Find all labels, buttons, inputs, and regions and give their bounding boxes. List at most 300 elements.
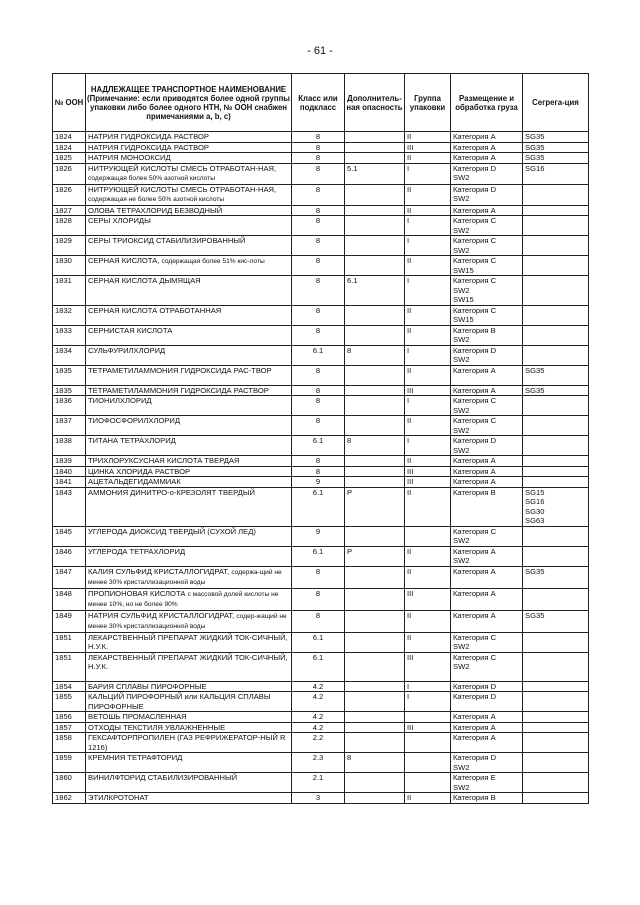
cell-shipping-name [86,236,292,256]
cell-un-number: 1858 [53,733,86,753]
cell-shipping-name [86,566,292,588]
table-row [53,487,589,526]
cell-shipping-name [86,416,292,436]
cell-packing-group: III [405,588,451,610]
cell-un-number: 1846 [53,546,86,566]
cell-shipping-name [86,276,292,306]
cell-packing-group [405,733,451,753]
cell-stowage: Категория A [451,456,523,467]
cell-un-number: 1835 [53,365,86,385]
cell-segregation: SG35 [523,566,589,588]
cell-class: 4.2 [292,692,345,712]
shipping-name-text: ЦИНКА ХЛОРИДА РАСТВОР [88,466,191,476]
cell-segregation [523,652,589,681]
shipping-name-qualifier: с массовой долей кислоты не менее 10%, но не более 90% [88,590,279,608]
cell-segregation [523,712,589,723]
cell-un-number: 1856 [53,712,86,723]
cell-stowage: Категория A [451,205,523,216]
cell-packing-group: III [405,722,451,733]
cell-stowage: Категория D SW2 [451,753,523,773]
cell-segregation [523,436,589,456]
cell-stowage: Категория A [451,132,523,143]
cell-stowage: Категория D SW2 [451,184,523,205]
cell-shipping-name [86,546,292,566]
cell-un-number: 1845 [53,526,86,546]
cell-shipping-name [86,692,292,712]
cell-segregation: SG35 [523,132,589,143]
table-row [53,546,589,566]
cell-stowage: Категория D SW2 [451,436,523,456]
shipping-name-text: ЛЕКАРСТВЕННЫЙ ПРЕПАРАТ ЖИДКИЙ ТОК-СИЧНЫЙ, Н.У.К. [88,632,288,651]
cell-segregation [523,396,589,416]
cell-stowage: Категория A [451,610,523,632]
cell-packing-group: III [405,142,451,153]
cell-subsidiary-risk [345,632,405,652]
cell-class: 8 [292,184,345,205]
table-row [53,236,589,256]
table-row [53,396,589,416]
cell-stowage: Категория C SW15 [451,256,523,276]
cell-stowage: Категория D SW2 [451,163,523,184]
cell-subsidiary-risk: 6.1 [345,276,405,306]
table-row [53,632,589,652]
cell-shipping-name [86,652,292,681]
table-row [53,205,589,216]
cell-packing-group: III [405,466,451,477]
cell-class: 6.1 [292,652,345,681]
cell-stowage: Категория A [451,712,523,723]
table-row [53,325,589,345]
cell-class: 8 [292,416,345,436]
shipping-name-text: БАРИЯ СПЛАВЫ ПИРОФОРНЫЕ [88,681,207,691]
cell-class: 8 [292,588,345,610]
cell-stowage: Категория C SW2 [451,526,523,546]
cell-packing-group: I [405,681,451,692]
table-row [53,456,589,467]
cell-subsidiary-risk [345,793,405,804]
shipping-name-qualifier: содержащая не более 50% азотной кислоты [88,196,225,203]
cell-stowage: Категория A [451,385,523,396]
shipping-name-text: УГЛЕРОДА ДИОКСИД ТВЕРДЫЙ (СУХОЙ ЛЕД) [88,526,256,536]
cell-packing-group: I [405,396,451,416]
cell-segregation [523,216,589,236]
cell-segregation [523,793,589,804]
cell-packing-group: III [405,385,451,396]
cell-shipping-name [86,396,292,416]
header-un-number: № ООН [53,74,86,132]
cell-stowage: Категория A [451,466,523,477]
cell-subsidiary-risk [345,773,405,793]
cell-un-number: 1862 [53,793,86,804]
cell-un-number: 1825 [53,153,86,164]
table-row [53,610,589,632]
cell-segregation: SG15 SG16 SG30 SG63 [523,487,589,526]
cell-shipping-name [86,305,292,325]
shipping-name-text: АЦЕТАЛЬДЕГИДАММИАК [88,477,181,486]
table-row [53,163,589,184]
cell-packing-group [405,753,451,773]
cell-segregation: SG35 [523,153,589,164]
table-row [53,276,589,306]
cell-packing-group: II [405,305,451,325]
shipping-name-text: ТЕТРАМЕТИЛАММОНИЯ ГИДРОКСИДА РАС-ТВОР [88,365,272,375]
cell-subsidiary-risk [345,712,405,723]
cell-class: 8 [292,456,345,467]
shipping-name-text: КРЕМНИЯ ТЕТРАФТОРИД [88,753,183,762]
cell-subsidiary-risk [345,477,405,488]
cell-shipping-name [86,610,292,632]
cell-subsidiary-risk: P [345,546,405,566]
cell-subsidiary-risk [345,236,405,256]
header-class: Класс или подкласс [292,74,345,132]
cell-subsidiary-risk [345,722,405,733]
cell-class: 2.3 [292,753,345,773]
cell-stowage: Категория C SW2 SW15 [451,276,523,306]
header-packing-group: Группа упаковки [405,74,451,132]
cell-un-number: 1843 [53,487,86,526]
cell-stowage: Категория A [451,588,523,610]
cell-segregation [523,526,589,546]
cell-un-number: 1840 [53,466,86,477]
cell-subsidiary-risk: P [345,487,405,526]
cell-subsidiary-risk [345,132,405,143]
cell-segregation [523,345,589,365]
cell-class: 6.1 [292,546,345,566]
cell-segregation [523,733,589,753]
cell-subsidiary-risk: 8 [345,753,405,773]
header-shipping-name-title: НАДЛЕЖАЩЕЕ ТРАНСПОРТНОЕ НАИМЕНОВАНИЕ [90,84,287,94]
cell-un-number: 1854 [53,681,86,692]
shipping-name-text: ОЛОВА ТЕТРАХЛОРИД БЕЗВОДНЫЙ [88,205,223,215]
table-header-row [53,74,589,132]
cell-stowage: Категория C SW2 [451,632,523,652]
cell-packing-group [405,526,451,546]
shipping-name-text: ТРИХЛОРУКСУСНАЯ КИСЛОТА ТВЕРДАЯ [88,456,240,465]
cell-packing-group: I [405,163,451,184]
cell-shipping-name [86,712,292,723]
cell-subsidiary-risk [345,416,405,436]
header-segregation: Сегрега-ция [523,74,589,132]
cell-segregation [523,681,589,692]
cell-subsidiary-risk [345,566,405,588]
cell-stowage: Категория C SW2 [451,396,523,416]
cell-segregation [523,256,589,276]
cell-packing-group: II [405,416,451,436]
cell-segregation [523,236,589,256]
cell-shipping-name [86,456,292,467]
shipping-name-qualifier: содержащая более 50% азотной кислоты [88,175,215,182]
cell-shipping-name [86,487,292,526]
cell-shipping-name [86,588,292,610]
cell-segregation [523,632,589,652]
cell-shipping-name [86,142,292,153]
cell-class: 6.1 [292,436,345,456]
cell-un-number: 1829 [53,236,86,256]
header-stowage: Размещение и обработка груза [451,74,523,132]
cell-shipping-name [86,153,292,164]
cell-un-number: 1830 [53,256,86,276]
cell-class: 3 [292,793,345,804]
shipping-name-text: ПРОПИОНОВАЯ КИСЛОТА [88,588,186,598]
cell-un-number: 1860 [53,773,86,793]
cell-class: 8 [292,236,345,256]
cell-segregation [523,773,589,793]
cell-shipping-name [86,753,292,773]
cell-un-number: 1836 [53,396,86,416]
cell-packing-group: II [405,566,451,588]
shipping-name-text: ВЕТОШЬ ПРОМАСЛЕННАЯ [88,712,187,721]
shipping-name-text: СЕРЫ ХЛОРИДЫ [88,216,151,225]
shipping-name-text: СУЛЬФУРИЛХЛОРИД [88,345,166,355]
table-row [53,132,589,143]
cell-class: 8 [292,163,345,184]
cell-class: 8 [292,566,345,588]
cell-class: 2.2 [292,733,345,753]
cell-class: 6.1 [292,632,345,652]
cell-un-number: 1837 [53,416,86,436]
cell-stowage: Категория C SW2 [451,416,523,436]
cell-shipping-name [86,345,292,365]
cell-packing-group: II [405,325,451,345]
cell-class: 9 [292,477,345,488]
cell-packing-group: II [405,456,451,467]
table-row [53,588,589,610]
shipping-name-text: УГЛЕРОДА ТЕТРАХЛОРИД [88,546,186,556]
cell-un-number: 1841 [53,477,86,488]
shipping-name-text: СЕРНИСТАЯ КИСЛОТА [88,325,173,335]
shipping-name-text: ЭТИЛКРОТОНАТ [88,793,149,802]
cell-un-number: 1828 [53,216,86,236]
shipping-name-qualifier: содержа-щий не менее 30% кристаллизационной воды [88,568,282,586]
cell-class: 8 [292,216,345,236]
cell-shipping-name [86,773,292,793]
cell-segregation: SG35 [523,365,589,385]
cell-segregation [523,477,589,488]
page-number: - 61 - [307,45,333,57]
cell-segregation [523,546,589,566]
cell-class: 8 [292,610,345,632]
shipping-name-text: СЕРНАЯ КИСЛОТА ОТРАБОТАННАЯ [88,305,222,315]
cell-un-number: 1835 [53,385,86,396]
cell-segregation [523,416,589,436]
shipping-name-qualifier: содер-жащий не менее 30% кристаллизационной воды [88,612,287,630]
cell-class: 2.1 [292,773,345,793]
cell-segregation: SG16 [523,163,589,184]
shipping-name-text: СЕРНАЯ КИСЛОТА ДЫМЯЩАЯ [88,276,201,285]
cell-subsidiary-risk [345,184,405,205]
cell-subsidiary-risk [345,385,405,396]
shipping-name-text: НАТРИЯ СУЛЬФИД КРИСТАЛЛОГИДРАТ, [88,610,235,620]
table-row [53,142,589,153]
cell-un-number: 1831 [53,276,86,306]
cell-un-number: 1839 [53,456,86,467]
cell-subsidiary-risk [345,610,405,632]
shipping-name-qualifier: содержащая более 51% кис-лоты [161,258,265,265]
dangerous-goods-table [52,73,589,804]
cell-shipping-name [86,733,292,753]
table-row [53,153,589,164]
cell-subsidiary-risk [345,456,405,467]
cell-packing-group: II [405,546,451,566]
cell-subsidiary-risk [345,153,405,164]
cell-packing-group [405,773,451,793]
cell-un-number: 1851 [53,632,86,652]
cell-subsidiary-risk [345,142,405,153]
table-body [53,132,589,804]
cell-subsidiary-risk [345,256,405,276]
cell-stowage: Категория A [451,733,523,753]
cell-shipping-name [86,256,292,276]
cell-shipping-name [86,132,292,143]
cell-class: 8 [292,276,345,306]
table-row [53,773,589,793]
table-row [53,385,589,396]
cell-stowage: Категория C SW2 [451,652,523,681]
table-row [53,566,589,588]
shipping-name-text: СЕРЫ ТРИОКСИД СТАБИЛИЗИРОВАННЫЙ [88,236,246,245]
cell-un-number: 1827 [53,205,86,216]
cell-subsidiary-risk [345,733,405,753]
cell-subsidiary-risk [345,588,405,610]
cell-stowage: Категория C SW2 [451,236,523,256]
cell-class: 8 [292,142,345,153]
cell-segregation [523,276,589,306]
cell-stowage: Категория A [451,722,523,733]
table-row [53,722,589,733]
cell-un-number: 1857 [53,722,86,733]
cell-shipping-name [86,526,292,546]
table-row [53,466,589,477]
cell-shipping-name [86,477,292,488]
cell-shipping-name [86,793,292,804]
cell-class: 6.1 [292,345,345,365]
cell-subsidiary-risk [345,365,405,385]
cell-packing-group: II [405,487,451,526]
table-row [53,216,589,236]
cell-packing-group: II [405,632,451,652]
table-row [53,256,589,276]
cell-stowage: Категория A [451,153,523,164]
cell-stowage: Категория A SW2 [451,546,523,566]
shipping-name-text: ЛЕКАРСТВЕННЫЙ ПРЕПАРАТ ЖИДКИЙ ТОК-СИЧНЫЙ, Н.У.К. [88,652,288,671]
cell-subsidiary-risk: 8 [345,436,405,456]
cell-subsidiary-risk [345,325,405,345]
cell-packing-group: II [405,153,451,164]
table-row [53,681,589,692]
cell-class: 4.2 [292,681,345,692]
cell-shipping-name [86,365,292,385]
cell-packing-group: I [405,436,451,456]
shipping-name-text: НИТРУЮЩЕЙ КИСЛОТЫ СМЕСЬ ОТРАБОТАН-НАЯ, [88,184,277,194]
cell-class: 8 [292,153,345,164]
cell-packing-group: I [405,216,451,236]
cell-un-number: 1832 [53,305,86,325]
cell-un-number: 1833 [53,325,86,345]
cell-segregation [523,466,589,477]
cell-stowage: Категория B SW2 [451,325,523,345]
cell-stowage: Категория C SW15 [451,305,523,325]
shipping-name-text: НАТРИЯ ГИДРОКСИДА РАСТВОР [88,132,209,141]
cell-segregation [523,325,589,345]
cell-segregation [523,184,589,205]
cell-packing-group: III [405,477,451,488]
cell-subsidiary-risk [345,681,405,692]
cell-un-number: 1851 [53,652,86,681]
table-row [53,477,589,488]
cell-packing-group: II [405,793,451,804]
cell-stowage: Категория E SW2 [451,773,523,793]
cell-un-number: 1847 [53,566,86,588]
cell-un-number: 1824 [53,132,86,143]
cell-shipping-name [86,466,292,477]
shipping-name-text: КАЛЬЦИЙ ПИРОФОРНЫЙ или КАЛЬЦИЯ СПЛАВЫ ПИРОФОРНЫЕ [88,692,271,711]
cell-class: 8 [292,325,345,345]
cell-stowage: Категория A [451,142,523,153]
shipping-name-text: ТИОНИЛХЛОРИД [88,396,152,405]
cell-subsidiary-risk [345,652,405,681]
cell-shipping-name [86,436,292,456]
header-shipping-name-note: (Примечание: если приводятся более одной группы упаковки либо более одного НТН, № ООН снабжен примечаниями a, b, c) [87,93,290,121]
cell-packing-group: I [405,345,451,365]
cell-segregation [523,588,589,610]
cell-packing-group: II [405,610,451,632]
cell-stowage: Категория B [451,793,523,804]
table-row [53,345,589,365]
table-row [53,733,589,753]
cell-stowage: Категория A [451,477,523,488]
table-row [53,184,589,205]
table-row [53,793,589,804]
cell-packing-group: I [405,692,451,712]
table-row [53,526,589,546]
table-row [53,712,589,723]
table-row [53,436,589,456]
cell-shipping-name [86,722,292,733]
cell-subsidiary-risk [345,692,405,712]
cell-packing-group: II [405,365,451,385]
cell-un-number: 1838 [53,436,86,456]
cell-un-number: 1834 [53,345,86,365]
table-row [53,692,589,712]
cell-subsidiary-risk [345,205,405,216]
cell-segregation: SG35 [523,142,589,153]
shipping-name-text: КАЛИЯ СУЛЬФИД КРИСТАЛЛОГИДРАТ, [88,566,230,576]
cell-subsidiary-risk [345,216,405,236]
cell-stowage: Категория D [451,692,523,712]
cell-subsidiary-risk: 5.1 [345,163,405,184]
cell-class: 9 [292,526,345,546]
table-row [53,416,589,436]
shipping-name-text: НИТРУЮЩЕЙ КИСЛОТЫ СМЕСЬ ОТРАБОТАН-НАЯ, [88,163,277,173]
shipping-name-text: НАТРИЯ ГИДРОКСИДА РАСТВОР [88,142,209,152]
cell-segregation [523,305,589,325]
cell-un-number: 1849 [53,610,86,632]
cell-subsidiary-risk [345,305,405,325]
cell-un-number: 1826 [53,163,86,184]
cell-packing-group [405,712,451,723]
cell-un-number: 1824 [53,142,86,153]
cell-class: 6.1 [292,487,345,526]
cell-un-number: 1826 [53,184,86,205]
shipping-name-text: ОТХОДЫ ТЕКСТИЛЯ УВЛАЖНЕННЫЕ [88,722,226,732]
table-row [53,305,589,325]
cell-stowage: Категория A [451,365,523,385]
cell-subsidiary-risk: 8 [345,345,405,365]
cell-subsidiary-risk [345,396,405,416]
cell-shipping-name [86,632,292,652]
cell-subsidiary-risk [345,526,405,546]
cell-shipping-name [86,325,292,345]
